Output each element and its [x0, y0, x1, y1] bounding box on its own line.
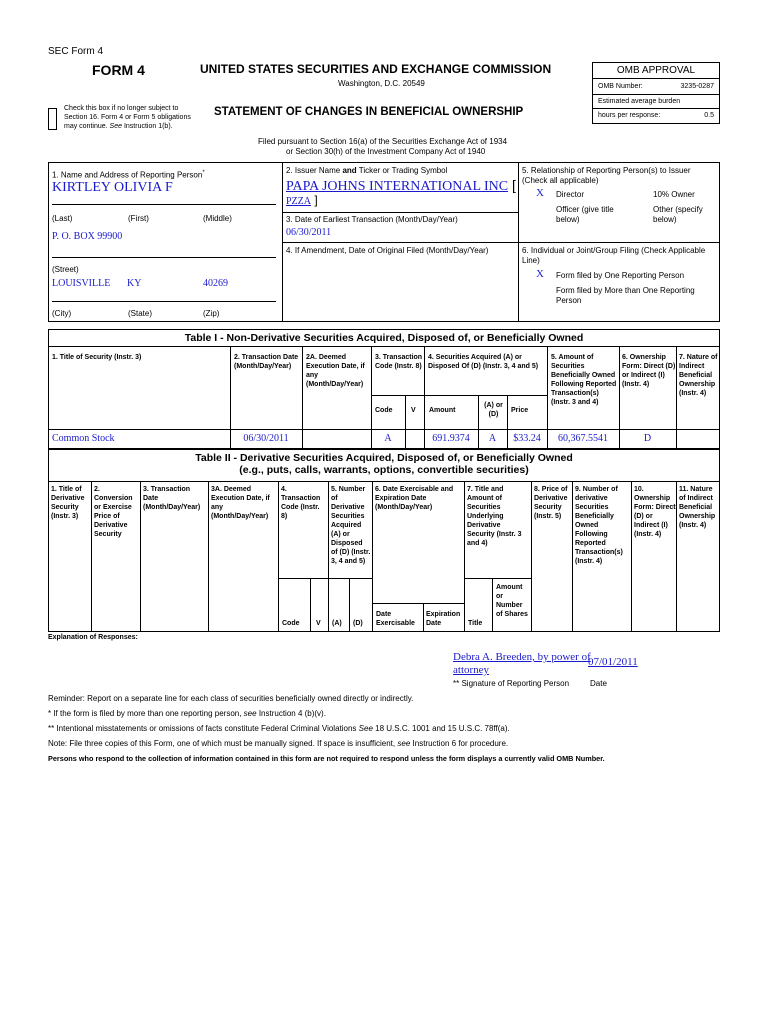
- t2-d: (D): [353, 620, 363, 627]
- t2-h10: 10. Ownership Form: Direct (D) or Indirect (I) (Instr. 4): [634, 486, 676, 538]
- t2-v: V: [316, 620, 321, 627]
- filing-more-label: Form filed by More than One Reporting Person: [556, 286, 695, 305]
- t2-expiration: Expiration Date: [426, 611, 461, 627]
- t1-row-date: 06/30/2011: [243, 433, 289, 444]
- date-label: Date: [590, 679, 607, 688]
- omb-number-value: 3235-0287: [680, 83, 714, 90]
- t1-row-aord: A: [488, 433, 497, 444]
- omb-hours-value: 0.5: [704, 112, 714, 119]
- first-label: (First): [128, 214, 149, 223]
- street-value: P. O. BOX 99900: [52, 231, 123, 242]
- explanation-label: Explanation of Responses:: [48, 634, 138, 641]
- t2-h11: 11. Nature of Indirect Beneficial Ownership (Instr. 4): [679, 486, 716, 529]
- t1-aord: (A) or (D): [484, 402, 503, 418]
- t1-v: V: [411, 407, 416, 414]
- t2-amount-shares: Amount or Number of Shares: [496, 584, 528, 618]
- t2-h8: 8. Price of Derivative Security (Instr. 5): [534, 486, 568, 520]
- table-1-title: Table I - Non-Derivative Securities Acquired, Disposed of, or Beneficially Owned: [184, 332, 584, 344]
- omb-approval-box: [592, 62, 720, 124]
- t1-h6: 6. Ownership Form: Direct (D) or Indirect (I) (Instr. 4): [622, 354, 676, 388]
- t1-h3: 3. Transaction Code (Instr. 8): [375, 354, 423, 370]
- t2-h1: 1. Title of Derivative Security (Instr. 3): [51, 486, 85, 520]
- sec-form-label: SEC Form 4: [48, 46, 104, 57]
- t1-h7: 7. Nature of Indirect Beneficial Ownership (Instr. 4): [679, 354, 718, 397]
- t1-row-title: Common Stock: [52, 433, 115, 444]
- t2-h7: 7. Title and Amount of Securities Underlying Derivative Security (Instr. 3 and 4): [467, 486, 522, 547]
- city-value: LOUISVILLE: [52, 278, 111, 289]
- no-longer-subject-checkbox[interactable]: [48, 108, 57, 130]
- middle-label: (Middle): [203, 214, 232, 223]
- t1-row-owned: 60,367.5541: [558, 433, 608, 444]
- note-1: * If the form is filed by more than one reporting person, see Instruction 4 (b)(v).: [48, 709, 326, 718]
- note-3: Note: File three copies of this Form, one of which must be manually signed. If space is insufficient, see Instruction 6 for procedure.: [48, 739, 509, 748]
- t1-h2a: 2A. Deemed Execution Date, if any (Month/Day/Year): [306, 354, 365, 388]
- checkbox-text: Check this box if no longer subject to Section 16. Form 4 or Form 5 obligations may continue. See Instruction 1(b).: [64, 105, 191, 130]
- t1-row-form: D: [643, 433, 652, 444]
- last-label: (Last): [52, 214, 73, 223]
- t1-row-code: A: [384, 433, 392, 444]
- filing-one-label: Form filed by One Reporting Person: [556, 271, 685, 280]
- director-mark[interactable]: X: [536, 187, 544, 199]
- amendment-label: 4. If Amendment, Date of Original Filed (Month/Day/Year): [286, 246, 489, 255]
- note-2: ** Intentional misstatements or omissions of facts constitute Federal Criminal Violations See 18 U.S.C. 1001 and 15 U.S.C. 78ff(a).: [48, 724, 510, 733]
- state-value: KY: [127, 278, 142, 289]
- t1-h1: 1. Title of Security (Instr. 3): [52, 354, 142, 361]
- reminder-text: Reminder: Report on a separate line for each class of securities beneficially owned directly or indirectly.: [48, 694, 414, 703]
- table-2-title-1: Table II - Derivative Securities Acquired, Disposed of, or Beneficially Owned: [195, 452, 573, 464]
- omb-title: OMB APPROVAL: [593, 63, 719, 79]
- issuer-ticker[interactable]: PZZA: [286, 196, 311, 207]
- signature-name: Debra A. Breeden, by power of attorney: [453, 651, 591, 676]
- zip-label: (Zip): [203, 309, 220, 318]
- persons-notice: Persons who respond to the collection of information contained in this form are not required to respond unless the form displays a currently valid OMB Number.: [48, 754, 605, 763]
- t1-row-price: $33.24: [513, 433, 541, 444]
- t1-h5: 5. Amount of Securities Beneficially Owned Following Reported Transaction(s) (Instr. 3 and 4): [551, 354, 617, 406]
- t2-h5: 5. Number of Derivative Securities Acquired (A) or Disposed of (D) (Instr. 3, 4 and 5): [331, 486, 371, 565]
- t2-h3a: 3A. Deemed Execution Date, if any (Month/Day/Year): [211, 486, 270, 520]
- form-title: FORM 4: [92, 62, 145, 78]
- t2-h3: 3. Transaction Date (Month/Day/Year): [143, 486, 201, 511]
- commission-city: Washington, D.C. 20549: [338, 79, 425, 88]
- issuer-label: 2. Issuer Name and Ticker or Trading Symbol: [286, 166, 448, 175]
- t1-h4: 4. Securities Acquired (A) or Disposed Of (D) (Instr. 3, 4 and 5): [428, 354, 539, 370]
- filed-line-2: or Section 30(h) of the Investment Company Act of 1940: [286, 147, 486, 156]
- filing-mark[interactable]: X: [536, 268, 544, 280]
- signature-date: 07/01/2011: [588, 656, 638, 668]
- issuer-name[interactable]: PAPA JOHNS INTERNATIONAL INC: [286, 179, 509, 194]
- t2-date-ex: Date Exercisable: [376, 611, 415, 627]
- relationship-label: 5. Relationship of Reporting Person(s) to Issuer (Check all applicable): [522, 166, 691, 185]
- filing-label: 6. Individual or Joint/Group Filing (Check Applicable Line): [522, 246, 706, 265]
- other-label: Other (specify below): [653, 205, 703, 224]
- t2-h9: 9. Number of derivative Securities Beneficially Owned Following Reported Transaction(s) (Instr. 4): [575, 486, 623, 565]
- reporting-person-name: KIRTLEY OLIVIA F: [52, 180, 173, 195]
- t2-h4: 4. Transaction Code (Instr. 8): [281, 486, 321, 520]
- t1-row-amount: 691.9374: [432, 433, 470, 444]
- reporting-person-label: 1. Name and Address of Reporting Person*: [52, 170, 205, 180]
- filed-line-1: Filed pursuant to Section 16(a) of the Securities Exchange Act of 1934: [258, 137, 508, 146]
- issuer-ticker-line: PZZA ]: [286, 193, 318, 207]
- zip-value: 40269: [203, 278, 228, 289]
- commission-title: UNITED STATES SECURITIES AND EXCHANGE COMMISSION: [200, 62, 552, 76]
- t2-h6: 6. Date Exercisable and Expiration Date (Month/Day/Year): [375, 486, 454, 511]
- state-label: (State): [128, 309, 153, 318]
- earliest-date-value: 06/30/2011: [286, 227, 332, 238]
- t1-price: Price: [511, 407, 529, 414]
- t1-h2: 2. Transaction Date (Month/Day/Year): [234, 354, 299, 370]
- t2-a: (A): [332, 620, 342, 627]
- omb-hours-label: hours per response:: [598, 112, 661, 119]
- t2-h2: 2. Conversion or Exercise Price of Derivative Security: [94, 486, 133, 538]
- earliest-date-label: 3. Date of Earliest Transaction (Month/Day/Year): [286, 215, 458, 224]
- omb-number-label: OMB Number:: [598, 83, 643, 90]
- statement-title: STATEMENT OF CHANGES IN BENEFICIAL OWNERSHIP: [214, 106, 524, 118]
- director-label: Director: [556, 190, 585, 199]
- signature-label: ** Signature of Reporting Person: [453, 679, 570, 688]
- table-2-title-2: (e.g., puts, calls, warrants, options, convertible securities): [239, 464, 529, 476]
- t2-title: Title: [468, 620, 483, 627]
- t1-code: Code: [375, 407, 393, 414]
- t1-amount: Amount: [429, 407, 456, 414]
- city-label: (City): [52, 309, 72, 318]
- street-label: (Street): [52, 265, 79, 274]
- officer-label: Officer (give title below): [556, 205, 614, 224]
- omb-burden-label: Estimated average burden: [593, 95, 719, 109]
- t2-code: Code: [282, 620, 300, 627]
- issuer-name-line: PAPA JOHNS INTERNATIONAL INC [: [286, 177, 516, 194]
- ten-pct-owner-label: 10% Owner: [653, 190, 695, 199]
